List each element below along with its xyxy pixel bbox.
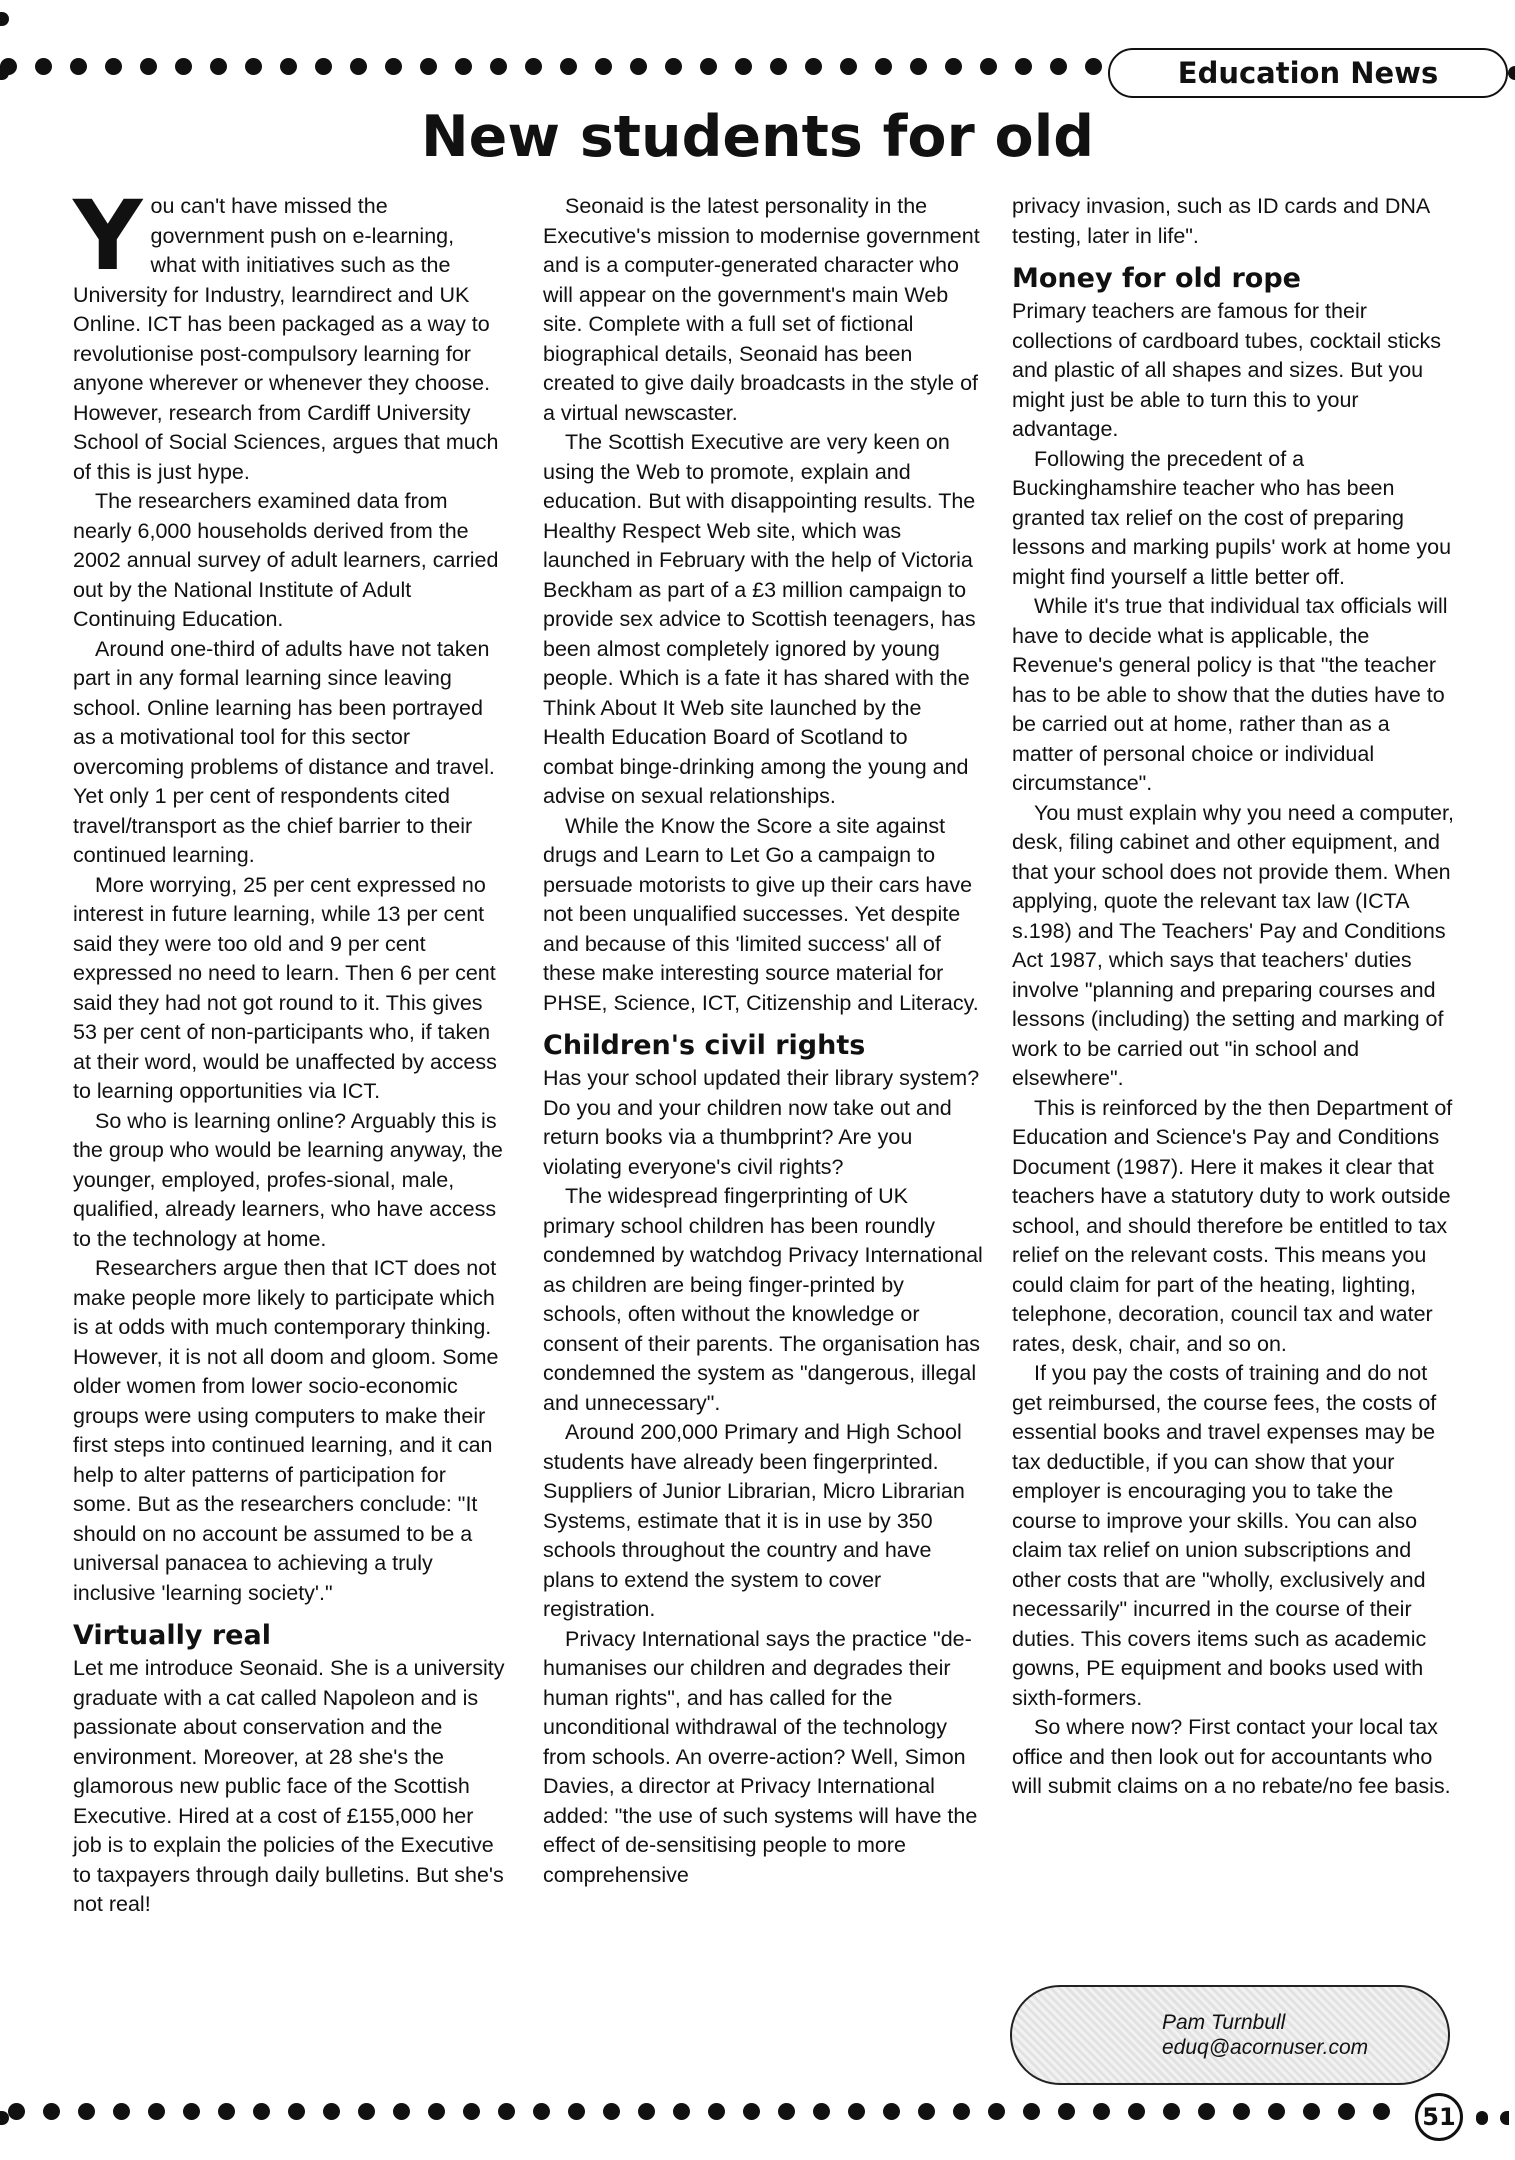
paragraph: Following the precedent of a Buckinghamshire teacher who has been granted tax relief on the cost of preparing lessons and marking pupils' work at home you might find yourself a little better off. (1012, 446, 1452, 589)
subheading-money-for-old-rope: Money for old rope (1012, 263, 1301, 294)
rule-dot (498, 2103, 515, 2120)
rule-dot (1338, 2103, 1355, 2120)
rule-dot (175, 58, 192, 75)
rule-dot (140, 58, 157, 75)
rule-dot (805, 58, 822, 75)
rule-dot (148, 2103, 165, 2120)
rule-dot (603, 2103, 620, 2120)
page-edge-mark (0, 12, 9, 26)
rule-dot (770, 58, 787, 75)
paragraph: Researchers argue then that ICT does not make people more likely to participate which is at odds with much contemporary thinking. However, it is not all doom and gloom. Some older women from lower socio-economic groups were using computers to make their first steps into continued learning, and it can help to alter patterns of participation for some. But as the researchers conclude: "It should on no account be assumed to be a universal panacea to achieving a truly inclusive 'learning society'." (73, 1256, 499, 1605)
rule-dot (70, 58, 87, 75)
paragraph: Seonaid is the latest personality in the Executive's mission to modernise government and is a computer-generated character who will appear on the government's main Web site. Complete with a full set of fictional biographical details, Seonaid has been created to give daily broadcasts in the style of a virtual newscaster. (543, 194, 980, 425)
author-byline-badge (1010, 1985, 1450, 2085)
rule-dot (210, 58, 227, 75)
paragraph: Primary teachers are famous for their collections of cardboard tubes, cocktail sticks and plastic of all shapes and sizes. But you might just be able to turn this to your advantage. (1012, 299, 1442, 441)
rule-dot (700, 58, 717, 75)
paragraph: You must explain why you need a computer, desk, filing cabinet and other equipment, and that your school does not provide them. When applying, quote the relevant tax law (ICTA s.198) and The Teachers' Pay and Conditions Act 1987, which says that teachers' duties involve "planning and preparing courses and lessons (including) the setting and marking of work to be carried out "in school and elsewhere". (1012, 800, 1454, 1090)
paragraph: Around one-third of adults have not taken part in any formal learning since leaving school. Online learning has been portrayed as a motivational tool for this sector overcoming problems of distance and travel. Yet only 1 per cent of respondents cited travel/transport as the chief barrier to their continued learning. (73, 636, 495, 867)
rule-dot (638, 2103, 655, 2120)
rule-dot (393, 2103, 410, 2120)
rule-dot (1085, 58, 1102, 75)
rule-dot (8, 2103, 25, 2120)
paragraph: Privacy International says the practice "de-humanises our children and degrades their human rights", and has called for the unconditional withdrawal of the technology from schools. An overre-action? Well, Simon Davies, a director at Privacy International added: "the use of such systems will have the effect of de-sensitising people to more comprehensive (543, 1626, 978, 1887)
section-label-tab (1108, 48, 1508, 98)
rule-dot (323, 2103, 340, 2120)
rule-dot (358, 2103, 375, 2120)
rule-dot (735, 58, 752, 75)
rule-dot (918, 2103, 935, 2120)
rule-dot (428, 2103, 445, 2120)
rule-dot (463, 2103, 480, 2120)
bottom-dot-rule (8, 2103, 1403, 2133)
top-dot-rule (0, 58, 1125, 88)
rule-dot (560, 58, 577, 75)
page-headline: New students for old (420, 104, 1095, 170)
paragraph: privacy invasion, such as ID cards and DNA testing, later in life". (1012, 194, 1430, 248)
author-name: Pam Turnbull (1162, 2011, 1286, 2034)
rule-dot (1233, 2103, 1250, 2120)
paragraph: So who is learning online? Arguably this is the group who would be learning anyway, the younger, employed, profes-sional, male, qualified, already learners, who have access to the technology at home. (73, 1108, 503, 1251)
rule-dot (218, 2103, 235, 2120)
rule-dot (43, 2103, 60, 2120)
paragraph: While it's true that individual tax officials will have to decide what is applicable, the Revenue's general policy is that "the teacher has to be able to show that the duties have to be carried out at home, rather than as a matter of personal choice or individual circumstance". (1012, 594, 1448, 795)
rule-dot (1093, 2103, 1110, 2120)
rule-dot (455, 58, 472, 75)
subheading-virtually-real: Virtually real (73, 1620, 271, 1651)
rule-dot (253, 2103, 270, 2120)
section-label: Education News (1177, 56, 1439, 90)
paragraph: So where now? First contact your local tax office and then look out for accountants who will submit claims on a no rebate/no fee basis. (1012, 1715, 1451, 1798)
rule-dot (743, 2103, 760, 2120)
page-edge-mark (1476, 2111, 1488, 2125)
paragraph: While the Know the Score a site against drugs and Learn to Let Go a campaign to persuade motorists to give up their cars have not been unqualified successes. Yet despite and because of this 'limited success' all of these make interesting source material for PHSE, Science, ICT, Citizenship and Literacy. (543, 813, 979, 1015)
rule-dot (630, 58, 647, 75)
rule-dot (1128, 2103, 1145, 2120)
page-edge-mark (1508, 66, 1515, 80)
paragraph: Let me introduce Seonaid. She is a university graduate with a cat called Napoleon and is passionate about conservation and the environment. Moreover, at 28 she's the glamorous new public face of the Scottish Executive. Hired at a cost of £155,000 her job is to explain the policies of the Executive to taxpayers through daily bulletins. But she's not real! (73, 1656, 505, 1916)
subheading-civil-rights: Children's civil rights (543, 1030, 866, 1061)
rule-dot (490, 58, 507, 75)
paragraph (73, 180, 505, 487)
page-edge-mark (1500, 2111, 1509, 2125)
rule-dot (420, 58, 437, 75)
lead-text: ou can't have missed the government push on e-learning, what with initiatives such as the University for Industry, learndirect and UK Online. ICT has been packaged as a way to revolutionise post-compulsory learning for anyone wherever or whenever they choose. However, research from Cardiff University School of Social Sciences, argues that much of this is just hype. (73, 194, 499, 484)
paragraph: The Scottish Executive are very keen on using the Web to promote, explain and education. But with disappointing results. The Healthy Respect Web site, which was launched in February with the help of Victoria Beckham as part of a £3 million campaign to provide sex advice to Scottish teenagers, has been almost completely ignored by young people. Which is a fate it has shared with the Think About It Web site launched by the Health Education Board of Scotland to combat binge-drinking among the young and advise on sexual relationships. (543, 430, 976, 808)
rule-dot (953, 2103, 970, 2120)
rule-dot (525, 58, 542, 75)
rule-dot (988, 2103, 1005, 2120)
rule-dot (813, 2103, 830, 2120)
rule-dot (1268, 2103, 1285, 2120)
rule-dot (113, 2103, 130, 2120)
rule-dot (245, 58, 262, 75)
rule-dot (105, 58, 122, 75)
rule-dot (708, 2103, 725, 2120)
rule-dot (980, 58, 997, 75)
rule-dot (910, 58, 927, 75)
paragraph: More worrying, 25 per cent expressed no interest in future learning, while 13 per cent said they were too old and 9 per cent expressed no need to learn. Then 6 per cent said they had not got round to it. This gives 53 per cent of non-participants who, if taken at their word, would be unaffected by access to learning opportunities via ICT. (73, 872, 497, 1103)
rule-dot (1050, 58, 1067, 75)
rule-dot (875, 58, 892, 75)
rule-dot (568, 2103, 585, 2120)
rule-dot (883, 2103, 900, 2120)
rule-dot (288, 2103, 305, 2120)
paragraph: If you pay the costs of training and do not get reimbursed, the course fees, the costs of essential books and travel expenses may be tax deductible, if you can show that your employer is encouraging you to take the course to improve your skills. You can also claim tax relief on union subscriptions and other costs that are "wholly, exclusively and necessarily" incurred in the course of their duties. This covers items such as academic gowns, PE equipment and books used with sixth-formers. (1012, 1361, 1437, 1710)
author-email: eduq@acornuser.com (1162, 2036, 1369, 2059)
rule-dot (1163, 2103, 1180, 2120)
paragraph: Has your school updated their library system? Do you and your children now take out and return books via a thumbprint? Are you violating everyone's civil rights? (543, 1066, 980, 1179)
rule-dot (533, 2103, 550, 2120)
rule-dot (1023, 2103, 1040, 2120)
rule-dot (595, 58, 612, 75)
rule-dot (778, 2103, 795, 2120)
rule-dot (280, 58, 297, 75)
rule-dot (1373, 2103, 1390, 2120)
drop-cap: Y (73, 180, 143, 292)
rule-dot (848, 2103, 865, 2120)
rule-dot (350, 58, 367, 75)
rule-dot (665, 58, 682, 75)
rule-dot (35, 58, 52, 75)
rule-dot (183, 2103, 200, 2120)
rule-dot (1198, 2103, 1215, 2120)
paragraph: Around 200,000 Primary and High School students have already been fingerprinted. Suppliers of Junior Librarian, Micro Librarian Systems, estimate that it is in use by 350 schools throughout the country and have plans to extend the system to cover registration. (543, 1420, 965, 1621)
paragraph: This is reinforced by the then Department of Education and Science's Pay and Conditions Document (1987). Here it makes it clear that teachers have a statutory duty to work outside school, and should therefore be entitled to tax relief on the relevant costs. This means you could claim for part of the heating, lighting, telephone, decoration, council tax and water rates, desk, chair, and so on. (1012, 1095, 1453, 1356)
rule-dot (0, 58, 17, 75)
rule-dot (1058, 2103, 1075, 2120)
page-number: 51 (1415, 2093, 1463, 2141)
rule-dot (1015, 58, 1032, 75)
rule-dot (945, 58, 962, 75)
rule-dot (78, 2103, 95, 2120)
article-column-2 (543, 192, 983, 1890)
article-column-1 (73, 180, 505, 1920)
rule-dot (840, 58, 857, 75)
rule-dot (385, 58, 402, 75)
rule-dot (673, 2103, 690, 2120)
rule-dot (1303, 2103, 1320, 2120)
paragraph: The widespread fingerprinting of UK primary school children has been roundly condemned by watchdog Privacy International as children are being finger-printed by schools, often without the knowledge or consent of their parents. The organisation has condemned the system as "dangerous, illegal and unnecessary". (543, 1184, 983, 1415)
paragraph: The researchers examined data from nearly 6,000 households derived from the 2002 annual survey of adult learners, carried out by the National Institute of Adult Continuing Education. (73, 489, 499, 631)
rule-dot (315, 58, 332, 75)
article-column-3 (1012, 192, 1454, 1802)
